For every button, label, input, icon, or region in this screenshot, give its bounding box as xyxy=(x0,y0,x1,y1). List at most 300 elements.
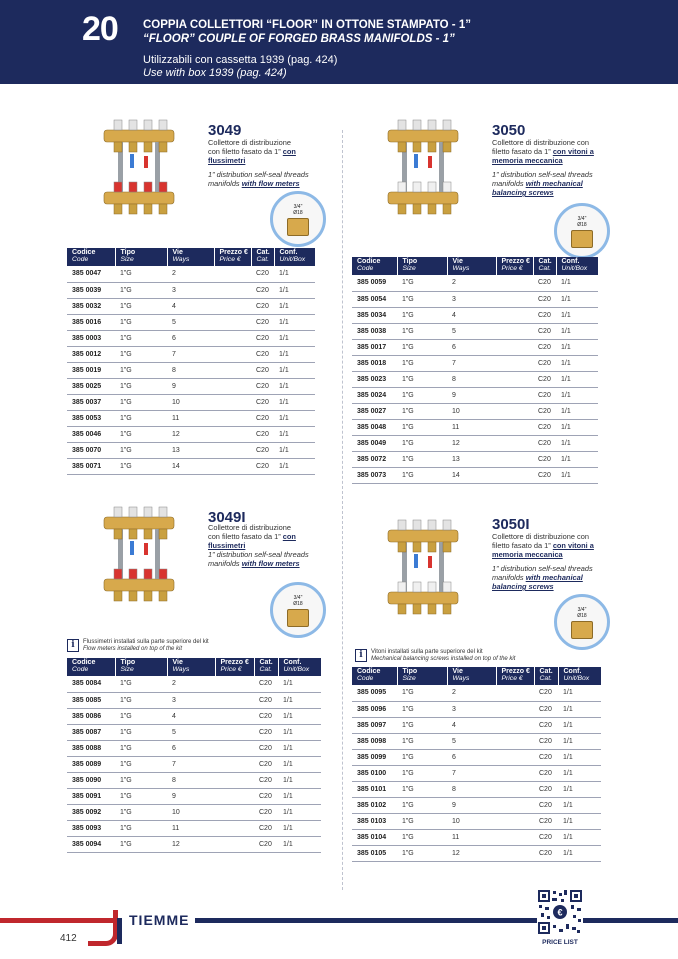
cell-price xyxy=(215,820,254,836)
table-row xyxy=(352,717,601,733)
cell-conf: 1/1 xyxy=(558,717,601,733)
cell-cat: C20 xyxy=(251,314,274,330)
cell-ways: 12 xyxy=(447,845,496,861)
description-en-line: manifolds xyxy=(208,559,242,568)
cell-price xyxy=(215,836,254,852)
cell-price xyxy=(215,740,254,756)
description-en-line: 1” distribution self-seal threads xyxy=(492,564,593,573)
cell-cat: C20 xyxy=(251,426,274,442)
column-header-label-en: Ways xyxy=(452,675,470,682)
column-header-label: Conf. xyxy=(561,258,580,265)
cell-cat: C20 xyxy=(254,772,278,788)
cell-code: 385 0019 xyxy=(67,362,115,378)
cell-ways: 4 xyxy=(167,298,214,314)
table-row xyxy=(352,323,598,339)
table-row xyxy=(67,282,315,298)
column-header-label-en: Unit/Box xyxy=(283,666,310,673)
column-header-price xyxy=(215,658,254,676)
qr-label: PRICE LIST xyxy=(542,939,578,946)
table-row xyxy=(67,836,321,852)
cell-ways: 12 xyxy=(447,435,496,451)
fitting-diameter-label: Ø18 xyxy=(293,601,303,607)
cell-cat: C20 xyxy=(533,435,556,451)
product-code: 3049I xyxy=(208,509,246,526)
description-it-line: Collettore di distribuzione xyxy=(208,138,291,147)
cell-size: 1”G xyxy=(397,685,447,701)
cell-cat: C20 xyxy=(254,708,278,724)
cell-cat: C20 xyxy=(533,419,556,435)
cell-price xyxy=(214,266,251,282)
cell-size: 1”G xyxy=(397,701,447,717)
cell-price xyxy=(215,692,254,708)
cell-cat: C20 xyxy=(251,346,274,362)
cell-size: 1”G xyxy=(115,676,167,692)
cell-cat: C20 xyxy=(534,717,558,733)
column-header-label-en: Price € xyxy=(220,666,242,673)
column-header-label-en: Unit/Box xyxy=(279,256,306,263)
description-en xyxy=(492,170,612,197)
column-header-label: Prezzo € xyxy=(219,249,248,256)
table-row xyxy=(352,749,601,765)
column-header-code xyxy=(352,667,397,685)
cell-ways: 8 xyxy=(167,772,215,788)
cell-conf: 1/1 xyxy=(556,467,598,483)
cell-size: 1”G xyxy=(397,717,447,733)
table-row xyxy=(67,692,321,708)
cell-cat: C20 xyxy=(251,266,274,282)
table-row xyxy=(352,829,601,845)
cell-ways: 8 xyxy=(447,371,496,387)
info-note xyxy=(355,649,625,663)
cell-price xyxy=(496,813,534,829)
column-header-ways xyxy=(167,658,215,676)
cell-price xyxy=(496,403,533,419)
cell-conf: 1/1 xyxy=(274,378,315,394)
column-divider xyxy=(342,130,343,890)
fitting-thread-label: 3/4" xyxy=(293,595,303,601)
cell-conf: 1/1 xyxy=(274,426,315,442)
cell-conf: 1/1 xyxy=(558,749,601,765)
table-row xyxy=(352,467,598,483)
cell-price xyxy=(214,378,251,394)
cell-size: 1”G xyxy=(397,371,447,387)
cell-cat: C20 xyxy=(251,394,274,410)
info-icon: i xyxy=(355,649,367,662)
cell-price xyxy=(496,829,534,845)
cell-price xyxy=(214,362,251,378)
cell-price xyxy=(496,733,534,749)
info-note-it: Flussimetri installati sulla parte superiore del kit xyxy=(83,639,209,645)
column-header-label-en: Code xyxy=(72,666,89,673)
cell-ways: 6 xyxy=(167,330,214,346)
column-header-label: Cat. xyxy=(256,249,270,256)
table-row xyxy=(352,797,601,813)
fitting-thread-label: 3/4" xyxy=(293,204,303,210)
cell-code: 385 0088 xyxy=(67,740,115,756)
cell-ways: 2 xyxy=(167,266,214,282)
table-header-row xyxy=(67,658,321,676)
column-header-ways xyxy=(447,257,496,275)
price-table xyxy=(352,257,599,484)
cell-size: 1”G xyxy=(115,298,167,314)
column-header-label: Vie xyxy=(172,659,183,666)
cell-conf: 1/1 xyxy=(278,676,321,692)
svg-text:€: € xyxy=(557,907,563,918)
cell-size: 1”G xyxy=(397,307,447,323)
cell-cat: C20 xyxy=(534,797,558,813)
cell-size: 1”G xyxy=(397,355,447,371)
cell-code: 385 0023 xyxy=(352,371,397,387)
cell-price xyxy=(496,291,533,307)
fitting-diameter-label: Ø18 xyxy=(577,222,587,228)
cell-price xyxy=(496,323,533,339)
cell-price xyxy=(214,346,251,362)
table-row xyxy=(67,426,315,442)
cell-code: 385 0092 xyxy=(67,804,115,820)
column-header-label-en: Size xyxy=(402,675,416,682)
cell-code: 385 0087 xyxy=(67,724,115,740)
table-row xyxy=(67,676,321,692)
cell-code: 385 0097 xyxy=(352,717,397,733)
table-row xyxy=(352,435,598,451)
column-header-label-en: Price € xyxy=(501,675,523,682)
cell-conf: 1/1 xyxy=(558,765,601,781)
cell-size: 1”G xyxy=(115,282,167,298)
cell-price xyxy=(215,772,254,788)
description-it xyxy=(492,138,612,165)
cell-code: 385 0037 xyxy=(67,394,115,410)
qr-code-icon[interactable] xyxy=(537,889,583,935)
cell-code: 385 0071 xyxy=(67,458,115,474)
description-it-link[interactable]: con vitoni a memoria meccanica xyxy=(492,541,594,559)
description-it-link[interactable]: con flussimetri xyxy=(208,532,296,550)
column-header-label: Codice xyxy=(357,258,381,265)
cell-cat: C20 xyxy=(251,330,274,346)
cell-conf: 1/1 xyxy=(278,772,321,788)
cell-price xyxy=(496,717,534,733)
cell-ways: 13 xyxy=(447,451,496,467)
cell-code: 385 0100 xyxy=(352,765,397,781)
table-row xyxy=(352,339,598,355)
column-header-ways xyxy=(167,248,214,266)
cell-cat: C20 xyxy=(534,813,558,829)
column-header-conf xyxy=(274,248,315,266)
cell-ways: 12 xyxy=(167,426,214,442)
column-header-label-en: Code xyxy=(357,675,374,682)
column-header-price xyxy=(496,257,533,275)
fitting-nut-icon xyxy=(571,621,593,639)
cell-code: 385 0027 xyxy=(352,403,397,419)
cell-price xyxy=(496,749,534,765)
cell-size: 1”G xyxy=(397,829,447,845)
table-row xyxy=(352,765,601,781)
table-row xyxy=(67,442,315,458)
cell-conf: 1/1 xyxy=(558,685,601,701)
cell-code: 385 0105 xyxy=(352,845,397,861)
cell-code: 385 0003 xyxy=(67,330,115,346)
cell-cat: C20 xyxy=(534,749,558,765)
cell-cat: C20 xyxy=(534,685,558,701)
column-header-conf xyxy=(278,658,321,676)
column-header-cat xyxy=(533,257,556,275)
fitting-nut-icon xyxy=(287,218,309,236)
cell-price xyxy=(496,307,533,323)
cell-price xyxy=(214,442,251,458)
cell-size: 1”G xyxy=(115,724,167,740)
cell-code: 385 0093 xyxy=(67,820,115,836)
table-row xyxy=(67,394,315,410)
cell-cat: C20 xyxy=(533,323,556,339)
cell-conf: 1/1 xyxy=(556,323,598,339)
cell-size: 1”G xyxy=(115,394,167,410)
cell-code: 385 0102 xyxy=(352,797,397,813)
table-row xyxy=(67,724,321,740)
column-header-cat xyxy=(534,667,558,685)
cell-size: 1”G xyxy=(397,781,447,797)
column-header-label: Tipo xyxy=(120,249,136,256)
cell-ways: 11 xyxy=(167,410,214,426)
footer-logo-curve-inner xyxy=(96,918,122,944)
column-header-label: Codice xyxy=(72,659,96,666)
cell-price xyxy=(496,781,534,797)
cell-size: 1”G xyxy=(397,765,447,781)
cell-conf: 1/1 xyxy=(274,394,315,410)
column-header-label: Conf. xyxy=(283,659,302,666)
column-header-size xyxy=(397,257,447,275)
cell-cat: C20 xyxy=(254,756,278,772)
column-header-label-en: Unit/Box xyxy=(563,675,590,682)
manifold-image xyxy=(384,118,462,221)
cell-price xyxy=(496,685,534,701)
cell-code: 385 0053 xyxy=(67,410,115,426)
table-row xyxy=(352,291,598,307)
table-row xyxy=(67,772,321,788)
manifold-image xyxy=(100,118,178,221)
table-row xyxy=(67,298,315,314)
cell-size: 1”G xyxy=(397,339,447,355)
description-en xyxy=(208,550,328,568)
column-header-cat xyxy=(254,658,278,676)
cell-code: 385 0095 xyxy=(352,685,397,701)
column-header-label: Vie xyxy=(452,668,463,675)
cell-price xyxy=(214,282,251,298)
cell-conf: 1/1 xyxy=(278,756,321,772)
table-row xyxy=(67,788,321,804)
table-row xyxy=(352,419,598,435)
cell-cat: C20 xyxy=(251,298,274,314)
description-en-line: 1” distribution self-seal threads xyxy=(208,170,309,179)
cell-ways: 6 xyxy=(447,749,496,765)
cell-ways: 12 xyxy=(167,836,215,852)
cell-price xyxy=(214,458,251,474)
title-it: COPPIA COLLETTORI “FLOOR” IN OTTONE STAMPATO - 1” xyxy=(143,19,471,31)
cell-ways: 11 xyxy=(447,419,496,435)
cell-size: 1”G xyxy=(115,836,167,852)
column-header-label: Cat. xyxy=(259,659,273,666)
cell-ways: 2 xyxy=(447,685,496,701)
table-row xyxy=(67,266,315,282)
cell-price xyxy=(214,394,251,410)
description-en-line: manifolds xyxy=(492,573,526,582)
description-en-link[interactable]: with mechanical balancing screws xyxy=(492,573,583,591)
cell-conf: 1/1 xyxy=(274,442,315,458)
cell-conf: 1/1 xyxy=(278,804,321,820)
cell-size: 1”G xyxy=(115,804,167,820)
cell-price xyxy=(214,426,251,442)
cell-conf: 1/1 xyxy=(558,733,601,749)
cell-conf: 1/1 xyxy=(556,291,598,307)
description-en-line: manifolds xyxy=(492,179,526,188)
column-header-label-en: Ways xyxy=(452,265,470,272)
cell-cat: C20 xyxy=(251,410,274,426)
subtitle-it: Utilizzabili con cassetta 1939 (pag. 424) xyxy=(143,54,338,66)
product-code: 3050 xyxy=(492,122,526,139)
cell-code: 385 0034 xyxy=(352,307,397,323)
column-header-size xyxy=(115,658,167,676)
cell-ways: 14 xyxy=(447,467,496,483)
cell-cat: C20 xyxy=(533,403,556,419)
fitting-size-label xyxy=(557,216,607,228)
cell-code: 385 0089 xyxy=(67,756,115,772)
cell-size: 1”G xyxy=(397,845,447,861)
description-it-line: Collettore di distribuzione con xyxy=(492,138,589,147)
cell-size: 1”G xyxy=(397,291,447,307)
cell-ways: 5 xyxy=(447,323,496,339)
cell-conf: 1/1 xyxy=(274,266,315,282)
fitting-diameter-label: Ø18 xyxy=(577,613,587,619)
cell-ways: 3 xyxy=(447,701,496,717)
cell-ways: 10 xyxy=(447,403,496,419)
table-row xyxy=(67,458,315,474)
column-header-label: Vie xyxy=(172,249,183,256)
description-it-link[interactable]: con vitoni a memoria meccanica xyxy=(492,147,594,165)
section-number: 20 xyxy=(82,10,118,48)
cell-code: 385 0054 xyxy=(352,291,397,307)
cell-ways: 5 xyxy=(447,733,496,749)
info-note-text xyxy=(83,639,209,653)
column-header-label: Conf. xyxy=(563,668,582,675)
info-icon: i xyxy=(67,639,79,652)
cell-size: 1”G xyxy=(397,451,447,467)
cell-code: 385 0084 xyxy=(67,676,115,692)
cell-ways: 9 xyxy=(447,387,496,403)
description-en-link[interactable]: with mechanical balancing screws xyxy=(492,179,583,197)
description-it-line: Collettore di distribuzione xyxy=(208,523,291,532)
cell-code: 385 0072 xyxy=(352,451,397,467)
cell-size: 1”G xyxy=(115,740,167,756)
cell-size: 1”G xyxy=(397,435,447,451)
column-header-label-en: Ways xyxy=(172,256,190,263)
description-it-line: Collettore di distribuzione con xyxy=(492,532,589,541)
cell-conf: 1/1 xyxy=(274,330,315,346)
table-row xyxy=(352,845,601,861)
cell-code: 385 0016 xyxy=(67,314,115,330)
cell-price xyxy=(214,410,251,426)
table-row xyxy=(352,685,601,701)
cell-ways: 9 xyxy=(167,378,214,394)
cell-cat: C20 xyxy=(533,275,556,291)
description-it-link[interactable]: con flussimetri xyxy=(208,147,296,165)
table-row xyxy=(352,355,598,371)
cell-cat: C20 xyxy=(533,307,556,323)
cell-size: 1”G xyxy=(115,692,167,708)
cell-cat: C20 xyxy=(254,820,278,836)
cell-conf: 1/1 xyxy=(556,371,598,387)
cell-code: 385 0046 xyxy=(67,426,115,442)
fitting-detail-inset xyxy=(270,191,326,247)
info-note-text xyxy=(371,649,515,663)
info-note-en: Mechanical balancing screws installed on top of the kit xyxy=(371,656,516,662)
description-en-link[interactable]: with flow meters xyxy=(241,559,300,568)
column-header-label-en: Size xyxy=(402,265,416,272)
column-header-label-en: Cat. xyxy=(539,675,552,682)
table-row xyxy=(352,371,598,387)
description-it xyxy=(208,523,328,550)
description-en xyxy=(208,170,328,188)
cell-code: 385 0012 xyxy=(67,346,115,362)
cell-cat: C20 xyxy=(254,676,278,692)
cell-price xyxy=(496,797,534,813)
column-header-price xyxy=(496,667,534,685)
cell-cat: C20 xyxy=(254,788,278,804)
column-header-conf xyxy=(558,667,601,685)
table-row xyxy=(352,813,601,829)
cell-price xyxy=(215,676,254,692)
cell-cat: C20 xyxy=(251,282,274,298)
cell-cat: C20 xyxy=(251,442,274,458)
cell-code: 385 0103 xyxy=(352,813,397,829)
cell-size: 1”G xyxy=(115,314,167,330)
cell-cat: C20 xyxy=(533,451,556,467)
cell-conf: 1/1 xyxy=(556,355,598,371)
cell-cat: C20 xyxy=(534,765,558,781)
description-en-line: 1” distribution self-seal threads xyxy=(492,170,593,179)
subtitle-en: Use with box 1939 (pag. 424) xyxy=(143,67,287,79)
cell-code: 385 0098 xyxy=(352,733,397,749)
cell-code: 385 0073 xyxy=(352,467,397,483)
cell-size: 1”G xyxy=(397,275,447,291)
info-note-it: Vitoni installati sulla parte superiore del kit xyxy=(371,649,483,655)
cell-code: 385 0017 xyxy=(352,339,397,355)
cell-size: 1”G xyxy=(397,813,447,829)
column-header-price xyxy=(214,248,251,266)
cell-size: 1”G xyxy=(397,467,447,483)
cell-code: 385 0032 xyxy=(67,298,115,314)
fitting-detail-inset xyxy=(554,203,610,259)
cell-code: 385 0024 xyxy=(352,387,397,403)
cell-code: 385 0101 xyxy=(352,781,397,797)
product-code: 3050I xyxy=(492,516,530,533)
cell-ways: 11 xyxy=(447,829,496,845)
table-row xyxy=(67,820,321,836)
column-header-code xyxy=(67,248,115,266)
cell-conf: 1/1 xyxy=(556,387,598,403)
manifold-image xyxy=(100,505,178,608)
cell-cat: C20 xyxy=(534,829,558,845)
cell-code: 385 0048 xyxy=(352,419,397,435)
cell-size: 1”G xyxy=(115,772,167,788)
cell-price xyxy=(496,451,533,467)
column-header-label: Tipo xyxy=(120,659,136,666)
cell-conf: 1/1 xyxy=(278,836,321,852)
cell-cat: C20 xyxy=(254,836,278,852)
cell-conf: 1/1 xyxy=(274,282,315,298)
price-table xyxy=(67,248,316,475)
description-en-link[interactable]: with flow meters xyxy=(241,179,300,188)
cell-size: 1”G xyxy=(115,426,167,442)
cell-code: 385 0091 xyxy=(67,788,115,804)
cell-cat: C20 xyxy=(533,355,556,371)
